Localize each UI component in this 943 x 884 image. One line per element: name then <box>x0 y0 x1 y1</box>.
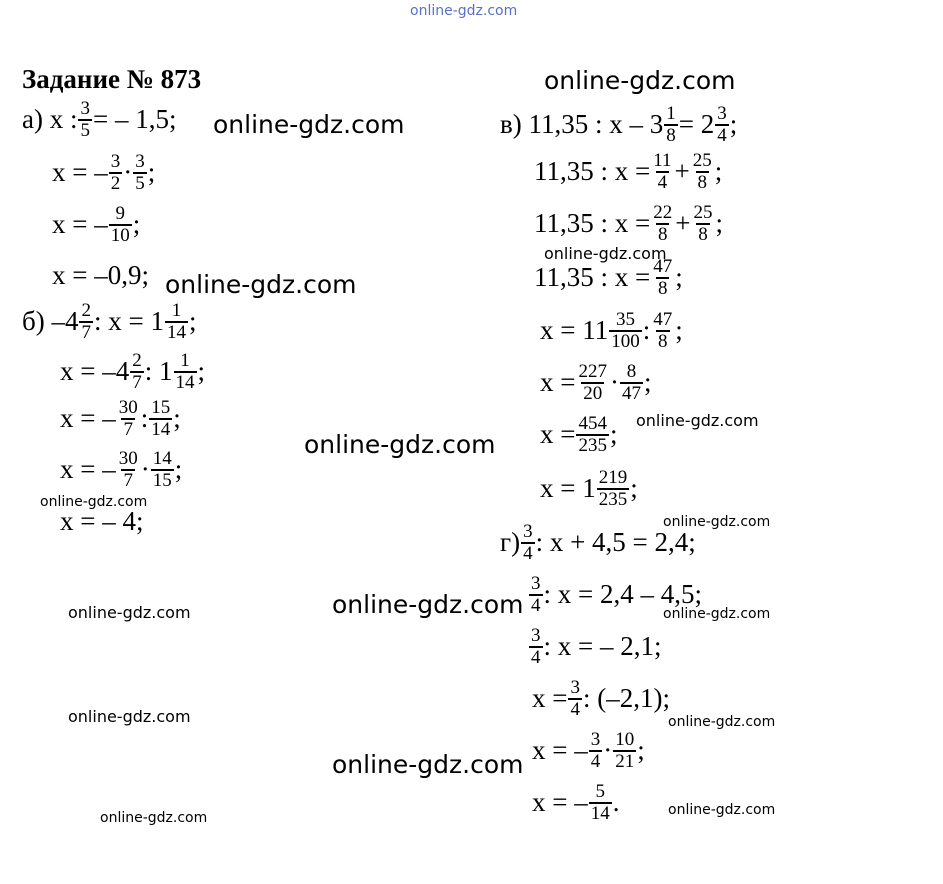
watermark: online-gdz.com <box>304 430 496 459</box>
fraction <box>651 257 674 299</box>
fraction <box>691 151 714 193</box>
text: : x + 4,5 = 2,4; <box>535 527 696 558</box>
fraction <box>589 782 612 824</box>
text: ; <box>729 109 738 140</box>
numerator: 1 <box>180 350 190 371</box>
denominator: 15 <box>152 469 172 491</box>
text: : x = 2,4 – 4,5; <box>543 579 702 610</box>
denominator: 4 <box>717 124 727 146</box>
fraction <box>609 310 642 352</box>
text: x = – <box>532 735 588 766</box>
text: ; <box>643 367 652 398</box>
denominator: 4 <box>531 646 541 668</box>
part-v-line-2 <box>534 151 722 193</box>
part-a-line-1 <box>22 99 176 141</box>
fraction <box>568 678 582 720</box>
watermark: online-gdz.com <box>332 590 524 619</box>
text: x = – <box>60 454 116 485</box>
task-title: Задание № 873 <box>22 64 202 94</box>
text: x = 11 <box>540 315 609 346</box>
text: : (–2,1); <box>582 683 670 714</box>
text: б) –4 <box>22 306 79 337</box>
text: 11,35 : x = <box>534 262 651 293</box>
numerator: 2 <box>132 350 142 371</box>
text: ; <box>132 209 141 240</box>
part-g-line-3 <box>528 626 661 668</box>
part-b-line-4 <box>60 449 182 491</box>
text: x = –0,9; <box>52 260 149 290</box>
watermark: online-gdz.com <box>213 110 405 139</box>
numerator: 219 <box>598 467 628 488</box>
denominator: 4 <box>523 542 533 564</box>
numerator: 10 <box>615 729 635 750</box>
text: ; <box>675 262 683 293</box>
numerator: 3 <box>523 521 533 542</box>
text: · <box>609 367 619 398</box>
text: x = 1 <box>540 473 596 504</box>
denominator: 8 <box>658 330 668 352</box>
text: ; <box>147 157 156 188</box>
numerator: 47 <box>653 309 673 330</box>
text: : <box>140 403 149 434</box>
fraction <box>529 574 543 616</box>
fraction <box>529 626 543 668</box>
part-v-line-5 <box>540 310 683 352</box>
denominator: 4 <box>531 594 541 616</box>
numerator: 3 <box>570 677 580 698</box>
denominator: 100 <box>611 330 640 352</box>
fraction <box>151 449 174 491</box>
fraction <box>715 104 729 146</box>
part-v-line-1 <box>500 104 737 146</box>
text: · <box>140 454 150 485</box>
fraction <box>130 351 144 393</box>
text: ; <box>630 473 638 504</box>
text: ; <box>714 156 723 187</box>
part-g-line-5 <box>532 730 645 772</box>
denominator: 7 <box>123 418 133 440</box>
denominator: 7 <box>123 469 133 491</box>
text: x = – <box>52 157 108 188</box>
numerator: 2 <box>81 300 91 321</box>
watermark: online-gdz.com <box>668 802 776 818</box>
numerator: 15 <box>151 397 171 418</box>
denominator: 4 <box>570 698 580 720</box>
numerator: 30 <box>118 448 138 469</box>
fraction <box>589 730 603 772</box>
watermark: online-gdz.com <box>68 707 191 726</box>
text: : <box>642 315 651 346</box>
fraction <box>79 301 93 343</box>
part-b-line-5 <box>60 508 143 535</box>
fraction <box>651 151 673 193</box>
part-b-line-3 <box>60 398 181 440</box>
denominator: 7 <box>132 371 142 393</box>
text: ; <box>637 735 645 766</box>
text: + <box>675 208 691 239</box>
fraction <box>117 449 140 491</box>
part-g-line-6 <box>532 782 619 824</box>
denominator: 8 <box>666 124 676 146</box>
fraction <box>691 203 714 245</box>
fraction <box>165 301 188 343</box>
numerator: 11 <box>653 150 672 171</box>
numerator: 1 <box>171 300 182 321</box>
denominator: 14 <box>151 418 171 440</box>
numerator: 9 <box>115 203 125 224</box>
denominator: 8 <box>697 171 708 193</box>
fraction <box>651 310 674 352</box>
denominator: 4 <box>657 171 668 193</box>
text: = – 1,5; <box>92 104 177 135</box>
fraction <box>133 152 147 194</box>
numerator: 3 <box>80 98 90 119</box>
part-a-line-3 <box>52 204 140 246</box>
watermark: online-gdz.com <box>544 66 736 95</box>
denominator: 14 <box>166 321 186 343</box>
part-v-line-8 <box>540 468 638 510</box>
text: ; <box>197 356 206 387</box>
numerator: 227 <box>578 361 607 382</box>
numerator: 3 <box>531 573 541 594</box>
watermark: online-gdz.com <box>544 244 667 263</box>
numerator: 25 <box>693 202 713 223</box>
part-v-line-6 <box>540 362 652 404</box>
denominator: 14 <box>175 371 195 393</box>
watermark: online-gdz.com <box>68 603 191 622</box>
text: + <box>674 156 690 187</box>
watermark: online-gdz.com <box>165 270 357 299</box>
text: ; <box>675 315 683 346</box>
denominator: 4 <box>590 750 601 772</box>
text: x = – <box>60 403 116 434</box>
text: · <box>123 157 133 188</box>
numerator: 3 <box>135 151 145 172</box>
denominator: 5 <box>80 119 90 141</box>
denominator: 21 <box>615 750 635 772</box>
part-v-line-3 <box>534 203 723 245</box>
text: в) 11,35 : x – 3 <box>500 109 664 140</box>
numerator: 5 <box>595 781 605 802</box>
watermark: online-gdz.com <box>668 714 776 730</box>
denominator: 8 <box>657 277 668 299</box>
part-a-line-4 <box>52 262 149 289</box>
text: x = <box>532 683 568 714</box>
fraction <box>109 152 123 194</box>
fraction <box>613 730 636 772</box>
denominator: 7 <box>81 321 91 343</box>
text: : x = – 2,1; <box>543 631 662 662</box>
text: x = <box>540 419 576 450</box>
denominator: 5 <box>135 172 145 194</box>
watermark: online-gdz.com <box>332 750 524 779</box>
text: . <box>612 787 620 818</box>
fraction <box>521 522 535 564</box>
part-a-line-2 <box>52 152 155 194</box>
watermark: online-gdz.com <box>663 606 771 622</box>
text: 11,35 : x = <box>534 208 651 239</box>
text: x = – <box>532 787 588 818</box>
numerator: 22 <box>653 202 673 223</box>
watermark: online-gdz.com <box>40 494 148 510</box>
numerator: 1 <box>666 103 676 124</box>
fraction <box>597 468 630 510</box>
text: x = <box>540 367 576 398</box>
part-b-line-2 <box>60 351 205 393</box>
watermark: online-gdz.com <box>663 514 771 530</box>
header-watermark: online-gdz.com <box>410 3 518 19</box>
text: = 2 <box>678 109 715 140</box>
numerator: 47 <box>653 256 673 277</box>
fraction <box>576 414 609 456</box>
text: ; <box>188 306 197 337</box>
numerator: 3 <box>531 625 541 646</box>
denominator: 47 <box>621 382 641 404</box>
text: ; <box>609 419 618 450</box>
text: а) x : <box>22 104 78 135</box>
text: x = –4 <box>60 356 130 387</box>
fraction <box>109 204 132 246</box>
part-b-line-1 <box>22 301 196 343</box>
watermark: online-gdz.com <box>636 411 759 430</box>
numerator: 8 <box>626 361 637 382</box>
text: 11,35 : x = <box>534 156 651 187</box>
part-v-line-7 <box>540 414 618 456</box>
numerator: 3 <box>717 103 727 124</box>
numerator: 25 <box>692 150 712 171</box>
text: : x = 1 <box>93 306 164 337</box>
fraction <box>651 203 674 245</box>
fraction <box>576 362 609 404</box>
denominator: 20 <box>583 382 603 404</box>
text: : 1 <box>144 356 173 387</box>
numerator: 3 <box>110 151 121 172</box>
numerator: 35 <box>615 309 635 330</box>
denominator: 8 <box>657 223 668 245</box>
part-v-line-4 <box>534 257 683 299</box>
text: · <box>603 735 613 766</box>
part-g-line-4 <box>532 678 670 720</box>
numerator: 30 <box>118 397 138 418</box>
text: ; <box>173 403 181 434</box>
denominator: 14 <box>590 802 610 824</box>
watermark: online-gdz.com <box>100 810 208 826</box>
text: г) <box>500 527 521 558</box>
fraction <box>620 362 643 404</box>
fraction <box>149 398 172 440</box>
text: x = – 4; <box>60 506 144 536</box>
fraction <box>174 351 197 393</box>
fraction <box>78 99 92 141</box>
fraction <box>664 104 678 146</box>
text: ; <box>715 208 723 239</box>
numerator: 454 <box>578 413 607 434</box>
fraction <box>117 398 140 440</box>
denominator: 10 <box>110 224 130 246</box>
text: ; <box>174 454 183 485</box>
numerator: 3 <box>590 729 601 750</box>
denominator: 235 <box>578 434 607 456</box>
denominator: 8 <box>698 223 708 245</box>
numerator: 14 <box>152 448 172 469</box>
denominator: 235 <box>598 488 628 510</box>
denominator: 2 <box>110 172 121 194</box>
text: x = – <box>52 209 108 240</box>
